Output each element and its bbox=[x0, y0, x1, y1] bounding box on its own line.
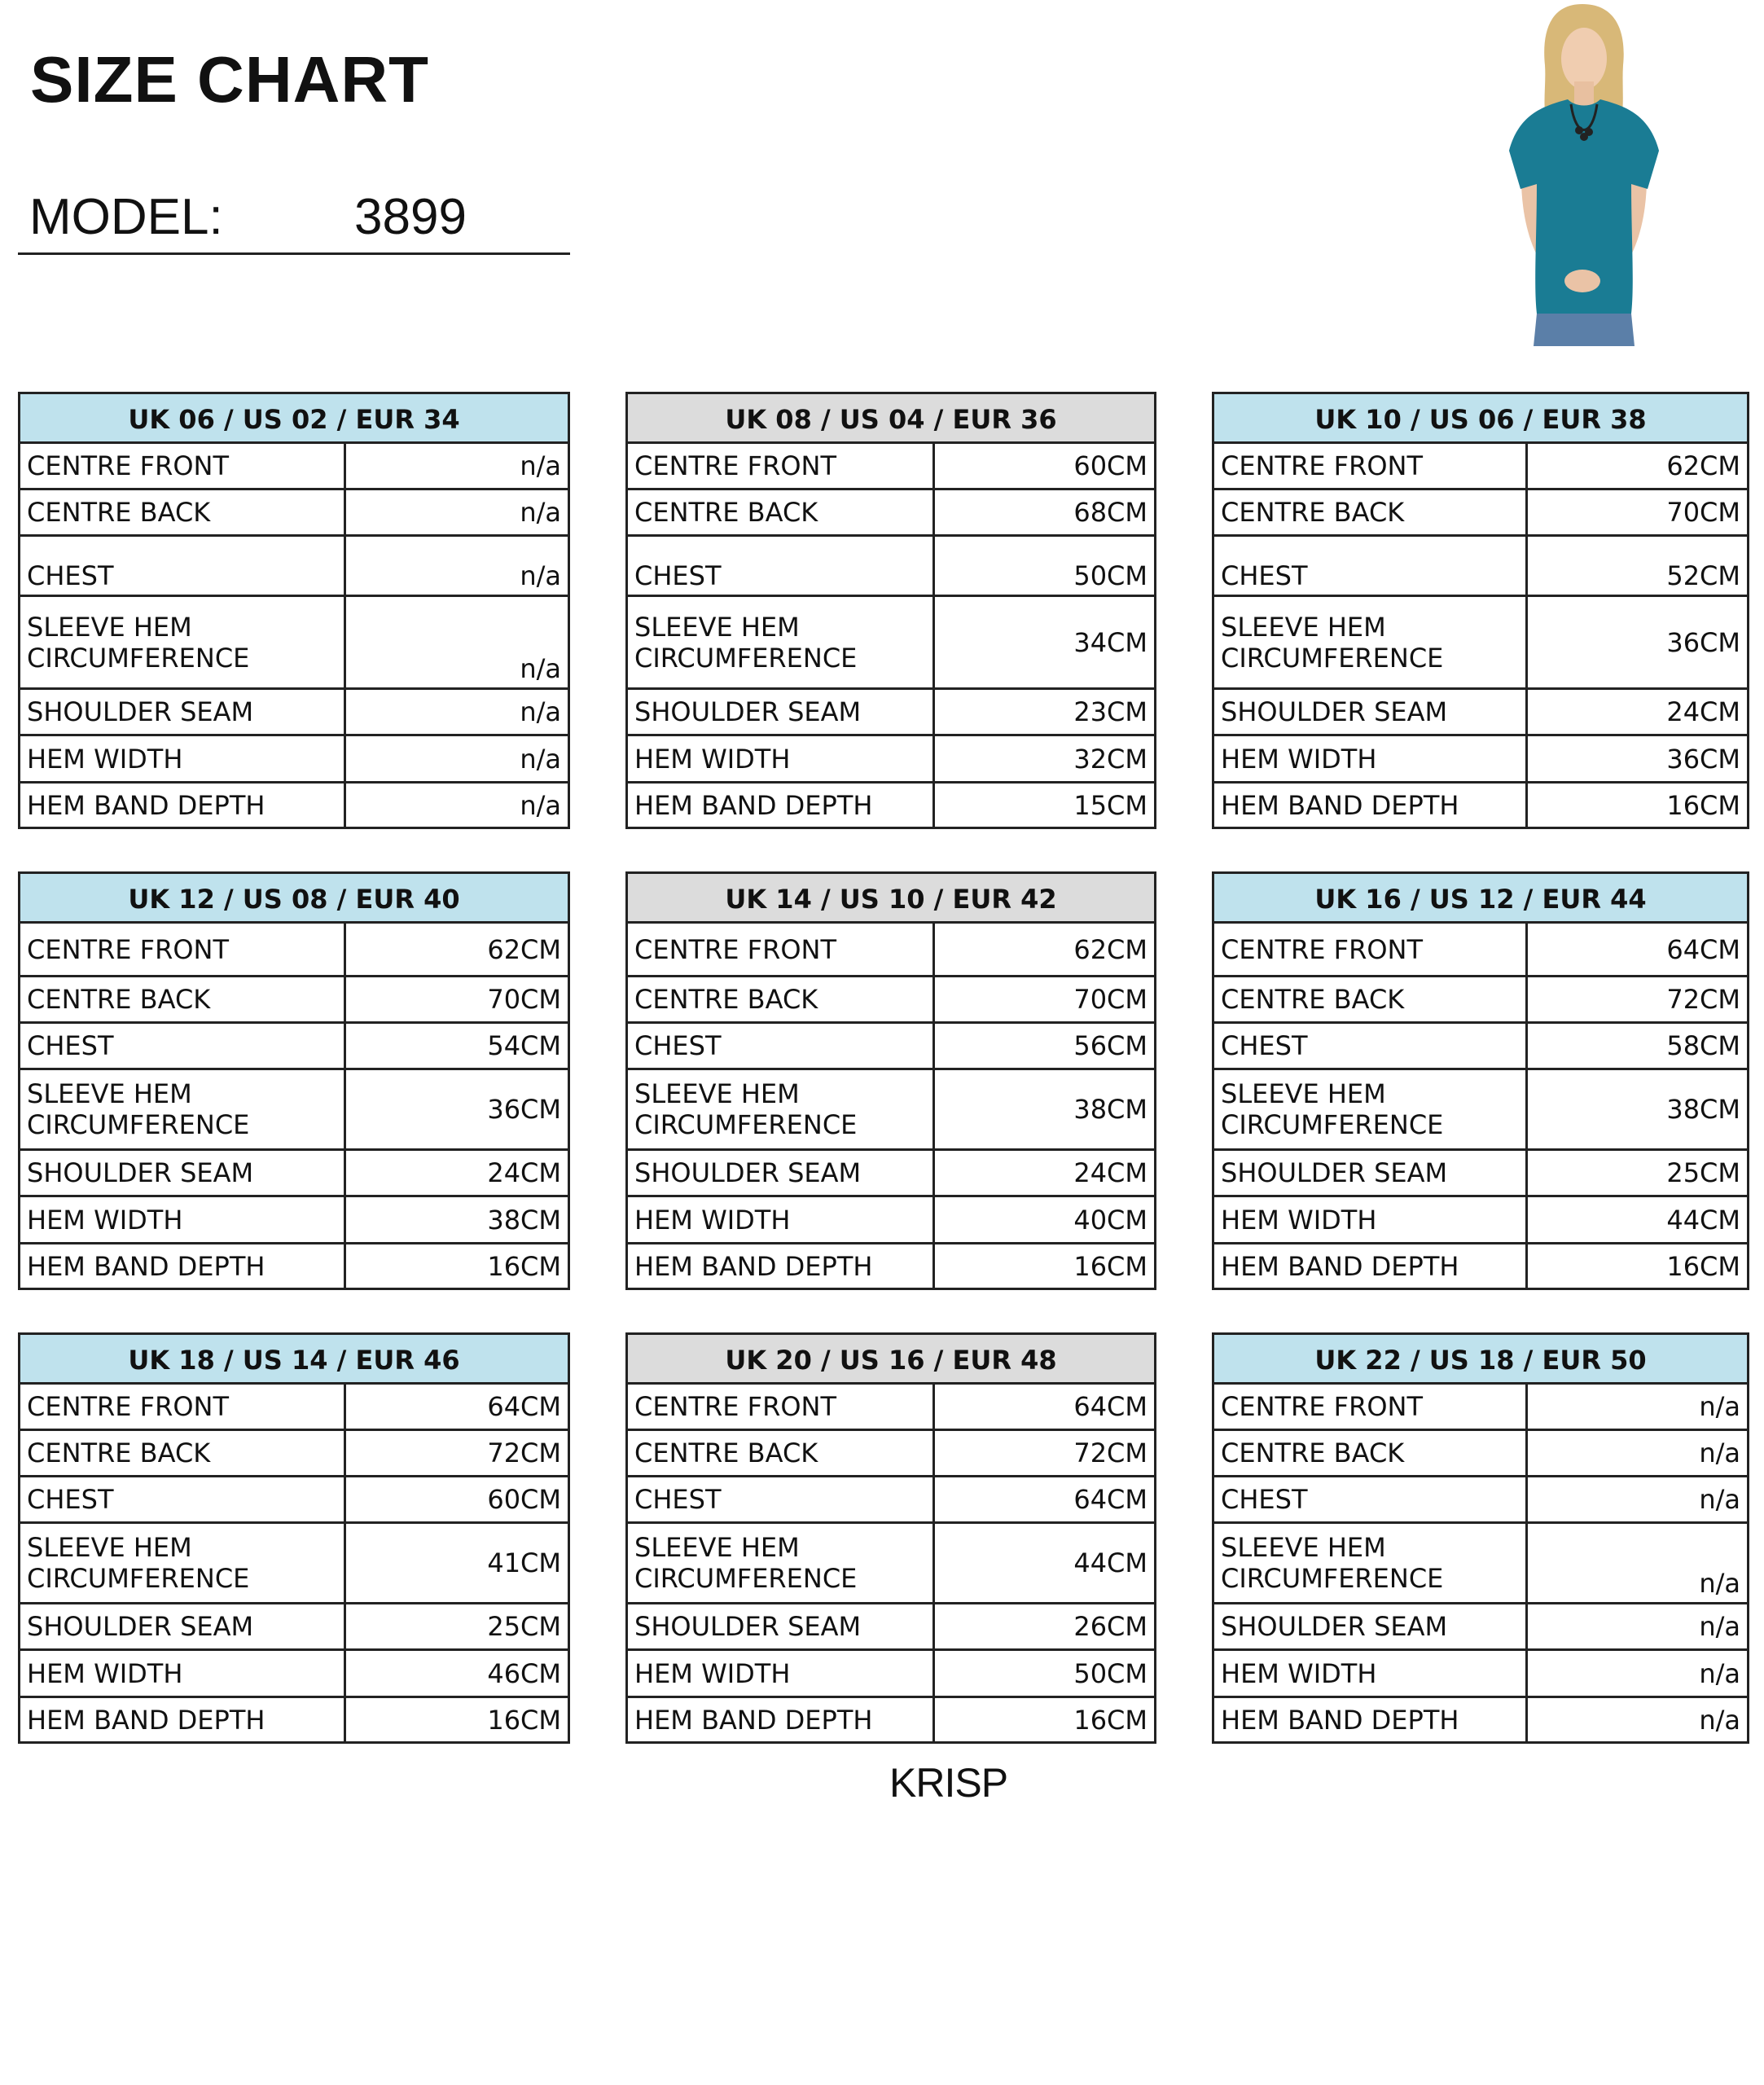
value-centre-back: 70CM bbox=[345, 977, 569, 1023]
row-label-hem-band-depth: HEM BAND DEPTH bbox=[20, 783, 345, 828]
size-header: UK 16 / US 12 / EUR 44 bbox=[1213, 873, 1749, 923]
value-sleeve-hem: 36CM bbox=[1527, 596, 1749, 689]
value-shoulder-seam: 24CM bbox=[934, 1150, 1156, 1196]
value-chest: n/a bbox=[345, 536, 569, 596]
size-table-uk14 bbox=[625, 871, 1156, 1290]
sleeve-hem-line1: SLEEVE HEM bbox=[634, 1078, 800, 1109]
size-header: UK 12 / US 08 / EUR 40 bbox=[20, 873, 569, 923]
value-hem-band-depth: 16CM bbox=[934, 1244, 1156, 1289]
row-label-hem-width: HEM WIDTH bbox=[20, 1650, 345, 1697]
value-centre-front: 62CM bbox=[934, 923, 1156, 977]
row-label-sleeve-hem bbox=[1213, 1069, 1527, 1150]
sleeve-hem-line1: SLEEVE HEM bbox=[1221, 611, 1386, 643]
value-chest: 50CM bbox=[934, 536, 1156, 596]
sleeve-hem-line1: SLEEVE HEM bbox=[1221, 1078, 1386, 1109]
value-hem-width: n/a bbox=[345, 735, 569, 783]
row-label-centre-front: CENTRE FRONT bbox=[20, 1384, 345, 1430]
sleeve-hem-line1: SLEEVE HEM bbox=[634, 1532, 800, 1563]
row-label-hem-width: HEM WIDTH bbox=[1213, 1196, 1527, 1244]
value-shoulder-seam: 25CM bbox=[345, 1604, 569, 1650]
value-chest: 58CM bbox=[1527, 1023, 1749, 1069]
size-table-uk06 bbox=[18, 392, 570, 829]
size-header: UK 22 / US 18 / EUR 50 bbox=[1213, 1334, 1749, 1384]
size-table-uk16 bbox=[1212, 871, 1749, 1290]
brand-name: KRISP bbox=[889, 1760, 1008, 1806]
size-header: UK 06 / US 02 / EUR 34 bbox=[20, 393, 569, 443]
row-label-hem-width: HEM WIDTH bbox=[627, 1196, 934, 1244]
row-label-hem-width: HEM WIDTH bbox=[627, 735, 934, 783]
sleeve-hem-line2: CIRCUMFERENCE bbox=[1221, 642, 1444, 674]
row-label-hem-band-depth: HEM BAND DEPTH bbox=[627, 1697, 934, 1743]
sleeve-hem-line2: CIRCUMFERENCE bbox=[1221, 1109, 1444, 1140]
row-label-shoulder-seam: SHOULDER SEAM bbox=[1213, 1604, 1527, 1650]
value-centre-back: n/a bbox=[1527, 1430, 1749, 1477]
value-hem-width: 40CM bbox=[934, 1196, 1156, 1244]
row-label-sleeve-hem bbox=[1213, 1523, 1527, 1604]
value-sleeve-hem: n/a bbox=[1527, 1523, 1749, 1604]
value-shoulder-seam: 24CM bbox=[345, 1150, 569, 1196]
row-label-shoulder-seam: SHOULDER SEAM bbox=[20, 689, 345, 735]
value-hem-width: 44CM bbox=[1527, 1196, 1749, 1244]
value-centre-front: n/a bbox=[345, 443, 569, 489]
value-chest: 52CM bbox=[1527, 536, 1749, 596]
row-label-centre-back: CENTRE BACK bbox=[1213, 977, 1527, 1023]
value-centre-back: 70CM bbox=[934, 977, 1156, 1023]
value-shoulder-seam: 25CM bbox=[1527, 1150, 1749, 1196]
size-table-uk22 bbox=[1212, 1332, 1749, 1744]
value-hem-width: 36CM bbox=[1527, 735, 1749, 783]
value-chest: 54CM bbox=[345, 1023, 569, 1069]
row-label-hem-width: HEM WIDTH bbox=[1213, 735, 1527, 783]
size-header: UK 14 / US 10 / EUR 42 bbox=[627, 873, 1156, 923]
size-header: UK 10 / US 06 / EUR 38 bbox=[1213, 393, 1749, 443]
value-shoulder-seam: 26CM bbox=[934, 1604, 1156, 1650]
row-label-centre-front: CENTRE FRONT bbox=[1213, 443, 1527, 489]
page-title: SIZE CHART bbox=[30, 43, 429, 116]
model-photo bbox=[1486, 0, 1682, 346]
value-hem-width: n/a bbox=[1527, 1650, 1749, 1697]
value-centre-front: 60CM bbox=[934, 443, 1156, 489]
row-label-centre-front: CENTRE FRONT bbox=[1213, 1384, 1527, 1430]
value-hem-band-depth: 16CM bbox=[345, 1697, 569, 1743]
value-centre-front: 64CM bbox=[1527, 923, 1749, 977]
row-label-centre-front: CENTRE FRONT bbox=[627, 443, 934, 489]
value-hem-band-depth: 15CM bbox=[934, 783, 1156, 828]
model-label: MODEL: bbox=[29, 189, 223, 245]
model-row bbox=[18, 187, 570, 255]
size-header: UK 08 / US 04 / EUR 36 bbox=[627, 393, 1156, 443]
value-chest: 60CM bbox=[345, 1477, 569, 1523]
value-sleeve-hem: n/a bbox=[345, 596, 569, 689]
sleeve-hem-line1: SLEEVE HEM bbox=[27, 1078, 192, 1109]
value-hem-band-depth: 16CM bbox=[1527, 1244, 1749, 1289]
row-label-sleeve-hem bbox=[20, 1069, 345, 1150]
sleeve-hem-line2: CIRCUMFERENCE bbox=[634, 1563, 858, 1594]
value-sleeve-hem: 34CM bbox=[934, 596, 1156, 689]
model-face bbox=[1561, 28, 1607, 90]
size-header: UK 20 / US 16 / EUR 48 bbox=[627, 1334, 1156, 1384]
value-centre-front: 64CM bbox=[345, 1384, 569, 1430]
model-number: 3899 bbox=[354, 189, 467, 245]
value-shoulder-seam: 24CM bbox=[1527, 689, 1749, 735]
row-label-chest: CHEST bbox=[1213, 536, 1527, 596]
value-hem-width: 50CM bbox=[934, 1650, 1156, 1697]
row-label-centre-front: CENTRE FRONT bbox=[20, 443, 345, 489]
row-label-hem-band-depth: HEM BAND DEPTH bbox=[1213, 783, 1527, 828]
row-label-chest: CHEST bbox=[20, 1023, 345, 1069]
sleeve-hem-line1: SLEEVE HEM bbox=[27, 611, 192, 643]
row-label-centre-back: CENTRE BACK bbox=[627, 977, 934, 1023]
row-label-hem-band-depth: HEM BAND DEPTH bbox=[627, 783, 934, 828]
value-hem-width: 46CM bbox=[345, 1650, 569, 1697]
sleeve-hem-line2: CIRCUMFERENCE bbox=[27, 642, 250, 674]
value-hem-band-depth: 16CM bbox=[934, 1697, 1156, 1743]
row-label-hem-band-depth: HEM BAND DEPTH bbox=[1213, 1697, 1527, 1743]
row-label-hem-band-depth: HEM BAND DEPTH bbox=[627, 1244, 934, 1289]
model-jeans bbox=[1534, 314, 1635, 346]
row-label-hem-width: HEM WIDTH bbox=[20, 1196, 345, 1244]
row-label-chest: CHEST bbox=[627, 1023, 934, 1069]
size-table-uk20 bbox=[625, 1332, 1156, 1744]
row-label-centre-back: CENTRE BACK bbox=[20, 977, 345, 1023]
row-label-sleeve-hem bbox=[627, 1523, 934, 1604]
size-table-uk12 bbox=[18, 871, 570, 1290]
row-label-hem-width: HEM WIDTH bbox=[1213, 1650, 1527, 1697]
sleeve-hem-line2: CIRCUMFERENCE bbox=[27, 1563, 250, 1594]
value-centre-back: 70CM bbox=[1527, 489, 1749, 536]
row-label-centre-back: CENTRE BACK bbox=[20, 1430, 345, 1477]
row-label-centre-back: CENTRE BACK bbox=[1213, 1430, 1527, 1477]
row-label-sleeve-hem bbox=[627, 1069, 934, 1150]
row-label-chest: CHEST bbox=[20, 536, 345, 596]
row-label-hem-band-depth: HEM BAND DEPTH bbox=[20, 1697, 345, 1743]
row-label-sleeve-hem bbox=[20, 596, 345, 689]
value-centre-back: 72CM bbox=[1527, 977, 1749, 1023]
row-label-shoulder-seam: SHOULDER SEAM bbox=[20, 1604, 345, 1650]
value-chest: n/a bbox=[1527, 1477, 1749, 1523]
row-label-chest: CHEST bbox=[1213, 1477, 1527, 1523]
sleeve-hem-line1: SLEEVE HEM bbox=[27, 1532, 192, 1563]
row-label-chest: CHEST bbox=[20, 1477, 345, 1523]
value-shoulder-seam: n/a bbox=[1527, 1604, 1749, 1650]
value-centre-back: 68CM bbox=[934, 489, 1156, 536]
row-label-sleeve-hem bbox=[20, 1523, 345, 1604]
value-centre-back: 72CM bbox=[345, 1430, 569, 1477]
value-sleeve-hem: 38CM bbox=[1527, 1069, 1749, 1150]
value-centre-back: n/a bbox=[345, 489, 569, 536]
value-centre-front: 64CM bbox=[934, 1384, 1156, 1430]
value-hem-width: 32CM bbox=[934, 735, 1156, 783]
sleeve-hem-line1: SLEEVE HEM bbox=[1221, 1532, 1386, 1563]
row-label-shoulder-seam: SHOULDER SEAM bbox=[627, 1150, 934, 1196]
value-sleeve-hem: 38CM bbox=[934, 1069, 1156, 1150]
row-label-sleeve-hem bbox=[627, 596, 934, 689]
value-centre-back: 72CM bbox=[934, 1430, 1156, 1477]
row-label-hem-width: HEM WIDTH bbox=[627, 1650, 934, 1697]
value-hem-band-depth: n/a bbox=[1527, 1697, 1749, 1743]
row-label-hem-width: HEM WIDTH bbox=[20, 735, 345, 783]
row-label-shoulder-seam: SHOULDER SEAM bbox=[20, 1150, 345, 1196]
size-table-uk10 bbox=[1212, 392, 1749, 829]
value-sleeve-hem: 41CM bbox=[345, 1523, 569, 1604]
row-label-shoulder-seam: SHOULDER SEAM bbox=[627, 1604, 934, 1650]
row-label-chest: CHEST bbox=[1213, 1023, 1527, 1069]
row-label-chest: CHEST bbox=[627, 1477, 934, 1523]
model-neck bbox=[1574, 81, 1594, 106]
row-label-shoulder-seam: SHOULDER SEAM bbox=[627, 689, 934, 735]
row-label-centre-front: CENTRE FRONT bbox=[627, 923, 934, 977]
row-label-centre-front: CENTRE FRONT bbox=[1213, 923, 1527, 977]
row-label-shoulder-seam: SHOULDER SEAM bbox=[1213, 1150, 1527, 1196]
value-centre-front: 62CM bbox=[1527, 443, 1749, 489]
row-label-hem-band-depth: HEM BAND DEPTH bbox=[20, 1244, 345, 1289]
value-hem-band-depth: 16CM bbox=[1527, 783, 1749, 828]
row-label-centre-front: CENTRE FRONT bbox=[627, 1384, 934, 1430]
row-label-hem-band-depth: HEM BAND DEPTH bbox=[1213, 1244, 1527, 1289]
value-sleeve-hem: 36CM bbox=[345, 1069, 569, 1150]
value-chest: 64CM bbox=[934, 1477, 1156, 1523]
row-label-shoulder-seam: SHOULDER SEAM bbox=[1213, 689, 1527, 735]
value-centre-front: n/a bbox=[1527, 1384, 1749, 1430]
sleeve-hem-line1: SLEEVE HEM bbox=[634, 611, 800, 643]
value-hem-band-depth: 16CM bbox=[345, 1244, 569, 1289]
row-label-centre-back: CENTRE BACK bbox=[1213, 489, 1527, 536]
row-label-sleeve-hem bbox=[1213, 596, 1527, 689]
sleeve-hem-line2: CIRCUMFERENCE bbox=[634, 1109, 858, 1140]
value-sleeve-hem: 44CM bbox=[934, 1523, 1156, 1604]
sleeve-hem-line2: CIRCUMFERENCE bbox=[634, 642, 858, 674]
value-centre-front: 62CM bbox=[345, 923, 569, 977]
size-table-uk18 bbox=[18, 1332, 570, 1744]
row-label-centre-front: CENTRE FRONT bbox=[20, 923, 345, 977]
size-table-uk08 bbox=[625, 392, 1156, 829]
row-label-centre-back: CENTRE BACK bbox=[20, 489, 345, 536]
sleeve-hem-line2: CIRCUMFERENCE bbox=[1221, 1563, 1444, 1594]
value-shoulder-seam: n/a bbox=[345, 689, 569, 735]
row-label-chest: CHEST bbox=[627, 536, 934, 596]
row-label-centre-back: CENTRE BACK bbox=[627, 1430, 934, 1477]
sleeve-hem-line2: CIRCUMFERENCE bbox=[27, 1109, 250, 1140]
value-shoulder-seam: 23CM bbox=[934, 689, 1156, 735]
value-hem-band-depth: n/a bbox=[345, 783, 569, 828]
row-label-centre-back: CENTRE BACK bbox=[627, 489, 934, 536]
size-header: UK 18 / US 14 / EUR 46 bbox=[20, 1334, 569, 1384]
value-hem-width: 38CM bbox=[345, 1196, 569, 1244]
value-chest: 56CM bbox=[934, 1023, 1156, 1069]
